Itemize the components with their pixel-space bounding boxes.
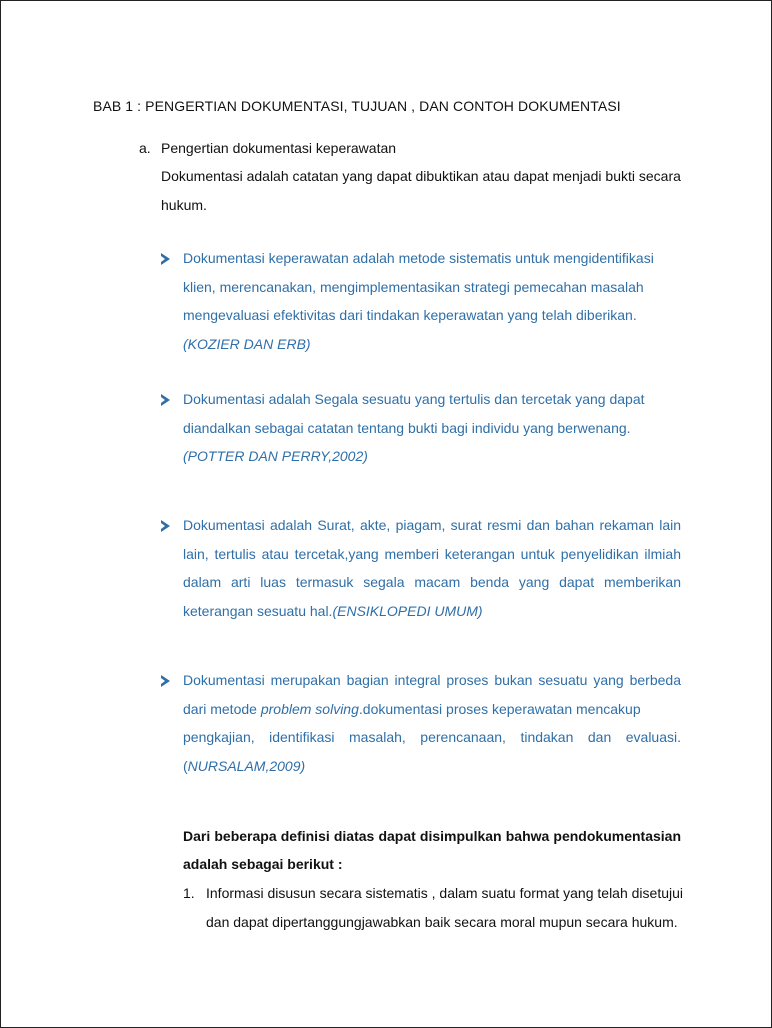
bullet-2-line: Dokumentasi adalah Segala sesuatu yang tertulis dan tercetak yang dapat (183, 391, 645, 407)
definition-line-1: Dokumentasi adalah catatan yang dapat dibuktikan atau dapat menjadi bukti secara (161, 168, 681, 184)
numbered-marker-1: 1. (183, 885, 195, 901)
bullet-3-line (183, 514, 681, 543)
bullet-1-line: klien, merencanakan, mengimplementasikan strategi pemecahan masalah (183, 278, 644, 295)
bullet-1-source: (KOZIER DAN ERB) (183, 335, 311, 352)
arrow-bullet-icon (161, 253, 170, 265)
bullet-4-source: NURSALAM,2009) (187, 757, 306, 774)
bullet-3-line (183, 571, 681, 600)
bullet-3-justified-line: dalam arti luas termasuk segala macam benda yang dapat memberikan (183, 574, 681, 590)
conclusion-line-2: adalah sebagai berikut : (183, 856, 343, 872)
bullet-1-line: mengevaluasi efektivitas dari tindakan keperawatan yang telah diberikan. (183, 307, 637, 323)
bullet-3 (183, 514, 681, 628)
bullet-1-line: Dokumentasi keperawatan adalah metode sistematis untuk mengidentifikasi (183, 250, 654, 266)
bullet-1 (183, 247, 681, 361)
bullet-2-line: diandalkan sebagai catatan tentang bukti bagi individu yang berwenang. (183, 419, 631, 436)
numbered-item-1-line-1: Informasi disusun secara sistematis , dalam suatu format yang telah disetujui (206, 885, 684, 901)
section-a-title: Pengertian dokumentasi keperawatan (161, 140, 397, 156)
bullet-4-source-line: (NURSALAM,2009) (183, 757, 306, 774)
definition-line-2: hukum. (161, 197, 207, 213)
chapter-heading: BAB 1 : PENGERTIAN DOKUMENTASI, TUJUAN , DAN CONTOH DOKUMENTASI (93, 98, 621, 114)
bullet-2 (183, 388, 681, 474)
justified-text: lain, tertulis atau tercetak,yang memberi keterangan untuk penyelidikan ilmiah (183, 545, 681, 562)
arrow-bullet-icon (161, 675, 170, 687)
bullet-4 (183, 669, 681, 783)
bullet-4-line-1: Dokumentasi merupakan bagian integral proses bukan sesuatu yang berbeda (183, 672, 681, 688)
numbered-item-1-line-2: dan dapat dipertanggungjawabkan baik secara moral mupun secara hukum. (206, 914, 678, 930)
bullet-4-line-3: pengkajian, identifikasi masalah, perencanaan, tindakan dan evaluasi. (183, 729, 681, 745)
bullet-4-line-2: dari metode problem solving.dokumentasi proses keperawatan mencakup (183, 700, 641, 717)
problem-solving-term: problem solving (260, 700, 359, 717)
arrow-bullet-icon (161, 394, 170, 406)
bullet-3-source: (ENSIKLOPEDI UMUM) (332, 602, 483, 619)
list-marker-a: a. (139, 140, 151, 156)
justified-text: Dokumentasi adalah Surat, akte, piagam, surat resmi dan bahan rekaman lain (183, 517, 681, 533)
bullet-2-source: (POTTER DAN PERRY,2002) (183, 448, 368, 464)
bullet-3-last-line (183, 600, 681, 629)
bullet-3-line (183, 543, 681, 572)
arrow-bullet-icon (161, 520, 170, 532)
conclusion-line-1: Dari beberapa definisi diatas dapat disimpulkan bahwa pendokumentasian (183, 828, 681, 844)
bullet-3-last-text: keterangan sesuatu hal. (183, 602, 333, 619)
